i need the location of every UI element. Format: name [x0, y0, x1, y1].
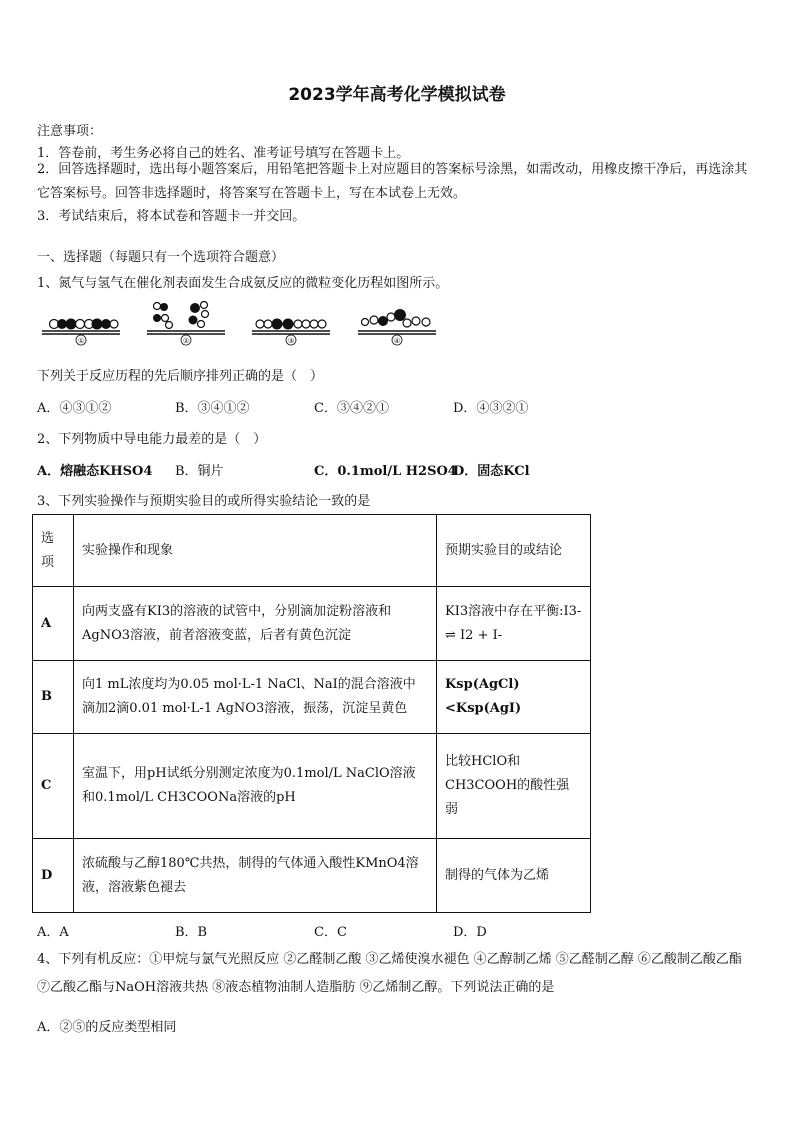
q3-option-c[interactable]: C．C	[314, 925, 347, 940]
table-row	[33, 661, 591, 734]
q2-option-a[interactable]: A．熔融态KHSO4	[37, 464, 153, 479]
stage-label-2: ②	[182, 337, 190, 345]
q1-option-d[interactable]: D．④③②①	[453, 401, 529, 416]
row-d-conclusion: 制得的气体为乙烯	[437, 839, 591, 913]
reaction-stage-1-figure	[40, 300, 122, 346]
row-a-conclusion: KI3溶液中存在平衡:I3- ⇌ I2 + I-	[437, 587, 591, 661]
q3-options	[37, 921, 757, 941]
q3-table	[32, 514, 591, 913]
stage-label-4: ④	[393, 337, 401, 345]
q3-option-a[interactable]: A．A	[37, 925, 69, 940]
q1-option-c[interactable]: C．③④②①	[314, 401, 389, 416]
stage-label-1: ①	[77, 337, 85, 345]
notice-heading: 注意事项：	[37, 124, 103, 139]
q1-option-b[interactable]: B．③④①②	[175, 401, 250, 416]
row-d-label: D	[33, 839, 74, 913]
page-title: 2023学年高考化学模拟试卷	[288, 85, 506, 105]
row-b-label: B	[33, 661, 74, 734]
reaction-stage-3-figure	[250, 300, 332, 346]
notice-item-1: 1．答卷前，考生务必将自己的姓名、准考证号填写在答题卡上。	[37, 146, 410, 161]
q2-options	[37, 460, 757, 480]
q1-question: 下列关于反应历程的先后顺序排列正确的是（ ）	[37, 369, 324, 384]
table-header-row	[33, 515, 591, 587]
row-c-operation: 室温下，用pH试纸分别测定浓度为0.1mol/L NaClO溶液和0.1mol/L CH3COONa溶液的pH	[74, 734, 437, 839]
q3-stem: 3、下列实验操作与预期实验目的或所得实验结论一致的是	[37, 494, 371, 509]
header-operation: 实验操作和现象	[74, 515, 437, 587]
table-row	[33, 839, 591, 913]
notice-item-3: 3．考试结束后，将本试卷和答题卡一并交回。	[37, 209, 306, 224]
q2-option-d[interactable]: D．固态KCl	[453, 464, 530, 479]
table-row	[33, 587, 591, 661]
reaction-stage-4-figure	[356, 300, 438, 346]
q1-options	[37, 397, 757, 417]
row-b-conclusion: Ksp(AgCl)<Ksp(AgI)	[437, 661, 591, 734]
stage-label-3: ③	[287, 337, 295, 345]
q3-option-d[interactable]: D．D	[453, 925, 487, 940]
row-c-label: C	[33, 734, 74, 839]
notice-item-2: 2．回答选择题时，选出每小题答案后，用铅笔把答题卡上对应题目的答案标号涂黑，如需改动，用橡皮擦干净后，再选涂其它答案标号。回答非选择题时，将答案写在答题卡上，写在本试卷上无效。	[37, 162, 748, 201]
row-a-label: A	[33, 587, 74, 661]
section-heading: 一、选择题（每题只有一个选项符合题意）	[37, 250, 285, 265]
q2-option-b[interactable]: B．铜片	[175, 464, 224, 479]
q1-option-a[interactable]: A．④③①②	[37, 401, 112, 416]
header-conclusion: 预期实验目的或结论	[437, 515, 591, 587]
header-option: 选项	[33, 515, 74, 587]
row-b-operation: 向1 mL浓度均为0.05 mol·L-1 NaCl、NaI的混合溶液中滴加2滴0.01 mol·L-1 AgNO3溶液，振荡，沉淀呈黄色	[74, 661, 437, 734]
q2-stem: 2、下列物质中导电能力最差的是（ ）	[37, 432, 267, 447]
q3-option-b[interactable]: B．B	[175, 925, 208, 940]
q4-stem: 4、下列有机反应：①甲烷与氯气光照反应 ②乙醛制乙酸 ③乙烯使溴水褪色 ④乙醇制乙烯 ⑤乙醛制乙醇 ⑥乙酸制乙酸乙酯 ⑦乙酸乙酯与NaOH溶液共热 ⑧液态植物油制人造脂肪 ⑨乙烯制乙醇。下列说法正确的是	[37, 952, 742, 995]
row-a-operation: 向两支盛有KI3的溶液的试管中，分别滴加淀粉溶液和AgNO3溶液，前者溶液变蓝，后者有黄色沉淀	[74, 587, 437, 661]
row-c-conclusion: 比较HClO和CH3COOH的酸性强弱	[437, 734, 591, 839]
q4-option-a[interactable]: A．②⑤的反应类型相同	[37, 1020, 177, 1035]
reaction-stage-2-figure	[145, 300, 227, 346]
row-d-operation: 浓硫酸与乙醇180℃共热，制得的气体通入酸性KMnO4溶液，溶液紫色褪去	[74, 839, 437, 913]
q2-option-c[interactable]: C．0.1mol/L H2SO4	[314, 464, 457, 479]
table-row	[33, 734, 591, 839]
q1-stem: 1、氮气与氢气在催化剂表面发生合成氨反应的微粒变化历程如图所示。	[37, 276, 449, 291]
